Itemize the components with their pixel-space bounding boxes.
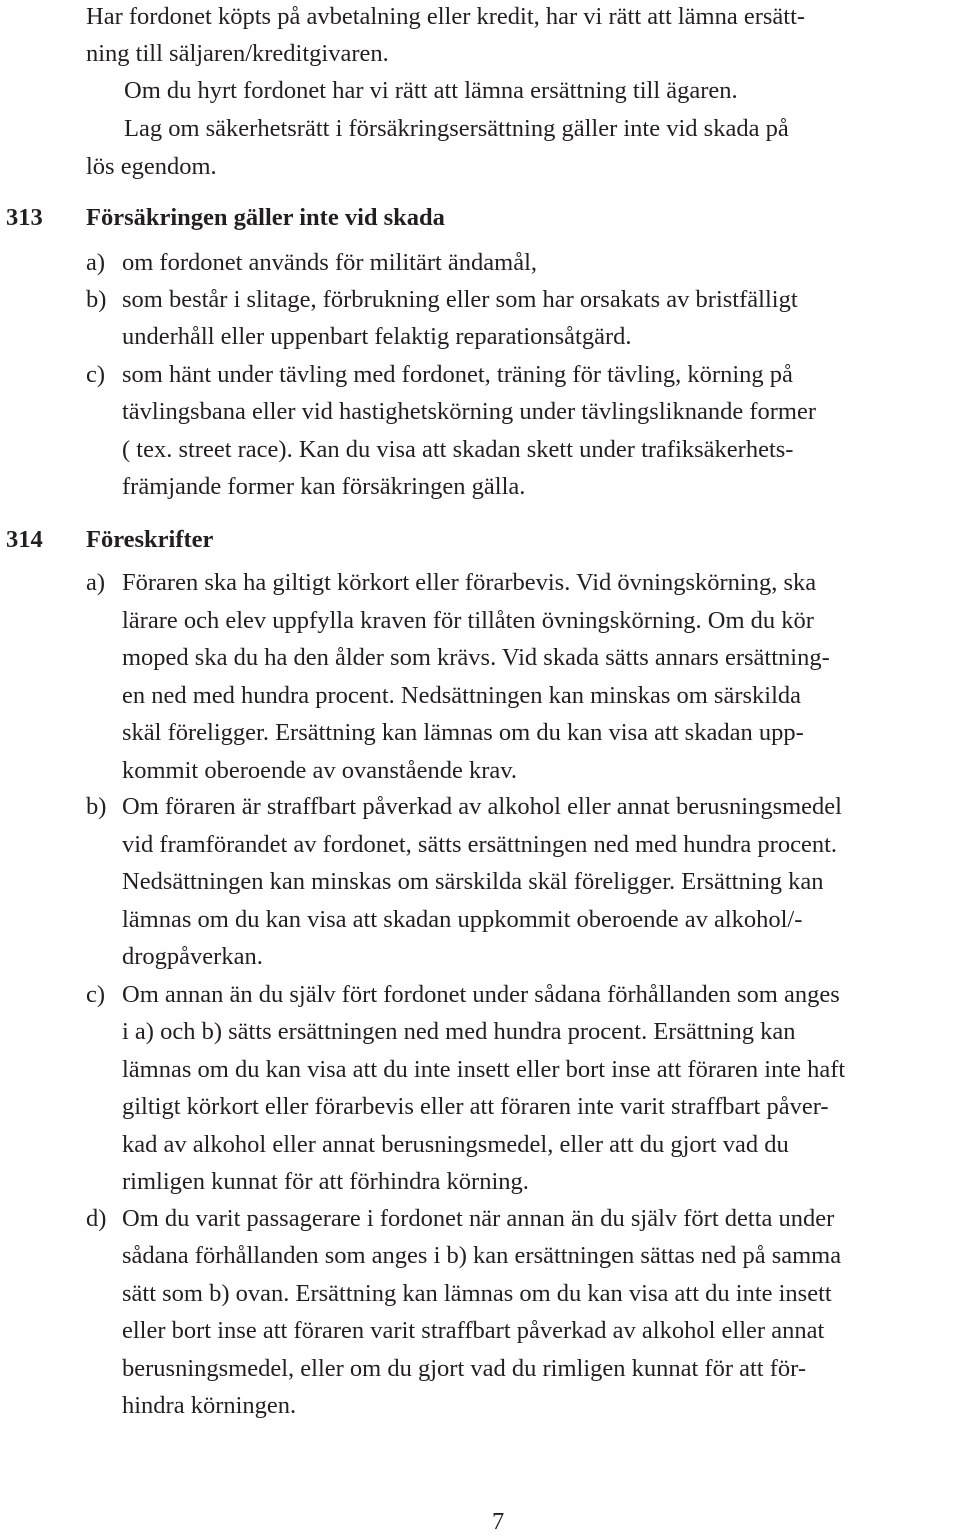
s314-a-line3: moped ska du ha den ålder som krävs. Vid skada sätts annars ersättning- — [122, 644, 830, 671]
s313-c-line4: främjande former kan försäkringen gälla. — [122, 473, 526, 500]
s313-c-label: c) — [86, 361, 106, 388]
s314-c-label: c) — [86, 981, 106, 1008]
s313-b-line2: underhåll eller uppenbart felaktig reparationsåtgärd. — [122, 323, 632, 350]
s314-b-line5: drogpåverkan. — [122, 943, 263, 970]
s314-c-line1: Om annan än du själv fört fordonet under sådana förhållanden som anges — [122, 981, 840, 1008]
s314-c-line6: rimligen kunnat för att förhindra körning. — [122, 1168, 529, 1195]
s314-b-line1: Om föraren är straffbart påverkad av alkohol eller annat berusningsmedel — [122, 793, 842, 820]
s313-c-line3: ( tex. street race). Kan du visa att skadan skett under trafiksäkerhets- — [122, 436, 794, 463]
intro-p3-line1: Lag om säkerhetsrätt i försäkringsersättning gäller inte vid skada på — [124, 115, 789, 142]
s314-d-line1: Om du varit passagerare i fordonet när annan än du själv fört detta under — [122, 1205, 835, 1232]
intro-p2: Om du hyrt fordonet har vi rätt att lämna ersättning till ägaren. — [124, 77, 738, 104]
s314-a-line1: Föraren ska ha giltigt körkort eller förarbevis. Vid övningskörning, ska — [122, 569, 817, 596]
s314-d-label: d) — [86, 1205, 107, 1232]
s314-a-line6: kommit oberoende av ovanstående krav. — [122, 757, 518, 784]
s314-c-line4: giltigt körkort eller förarbevis eller att föraren inte varit straffbart påver- — [122, 1093, 829, 1120]
intro-p1-line2: ning till säljaren/kreditgivaren. — [86, 40, 389, 67]
s314-c-line3: lämnas om du kan visa att du inte insett eller bort inse att föraren inte haft — [122, 1056, 846, 1083]
s314-b-label: b) — [86, 793, 107, 820]
s313-a-line1: om fordonet används för militärt ändamål, — [122, 249, 538, 276]
section-314-title: Föreskrifter — [86, 526, 214, 553]
s314-c-line5: kad av alkohol eller annat berusningsmedel, eller att du gjort vad du — [122, 1131, 789, 1158]
s314-b-line2: vid framförandet av fordonet, sätts ersättningen ned med hundra procent. — [122, 831, 838, 858]
page-number: 7 — [492, 1508, 505, 1535]
s313-c-line2: tävlingsbana eller vid hastighetskörning under tävlingsliknande former — [122, 398, 816, 425]
s313-a-label: a) — [86, 249, 106, 276]
section-313-number: 313 — [6, 204, 43, 231]
s314-a-label: a) — [86, 569, 106, 596]
s314-d-line6: hindra körningen. — [122, 1392, 297, 1419]
s314-a-line5: skäl föreligger. Ersättning kan lämnas om du kan visa att skadan upp- — [122, 719, 804, 746]
intro-p3-line2: lös egendom. — [86, 153, 217, 180]
s314-d-line4: eller bort inse att föraren varit straffbart påverkad av alkohol eller annat — [122, 1317, 825, 1344]
s314-c-line2: i a) och b) sätts ersättningen ned med hundra procent. Ersättning kan — [122, 1018, 796, 1045]
section-314-number: 314 — [6, 526, 43, 553]
s314-d-line2: sådana förhållanden som anges i b) kan ersättningen sättas ned på samma — [122, 1242, 842, 1269]
s314-a-line2: lärare och elev uppfylla kraven för tillåten övningskörning. Om du kör — [122, 607, 814, 634]
s314-b-line4: lämnas om du kan visa att skadan uppkommit oberoende av alkohol/- — [122, 906, 803, 933]
s313-b-line1: som består i slitage, förbrukning eller som har orsakats av bristfälligt — [122, 286, 798, 313]
section-313-title: Försäkringen gäller inte vid skada — [86, 204, 445, 231]
s314-d-line3: sätt som b) ovan. Ersättning kan lämnas om du kan visa att du inte insett — [122, 1280, 832, 1307]
s314-a-line4: en ned med hundra procent. Nedsättningen kan minskas om särskilda — [122, 682, 802, 709]
s313-b-label: b) — [86, 286, 107, 313]
s313-c-line1: som hänt under tävling med fordonet, träning för tävling, körning på — [122, 361, 793, 388]
s314-d-line5: berusningsmedel, eller om du gjort vad du rimligen kunnat för att för- — [122, 1355, 806, 1382]
intro-p1-line1: Har fordonet köpts på avbetalning eller kredit, har vi rätt att lämna ersätt- — [86, 3, 806, 30]
s314-b-line3: Nedsättningen kan minskas om särskilda skäl föreligger. Ersättning kan — [122, 868, 824, 895]
